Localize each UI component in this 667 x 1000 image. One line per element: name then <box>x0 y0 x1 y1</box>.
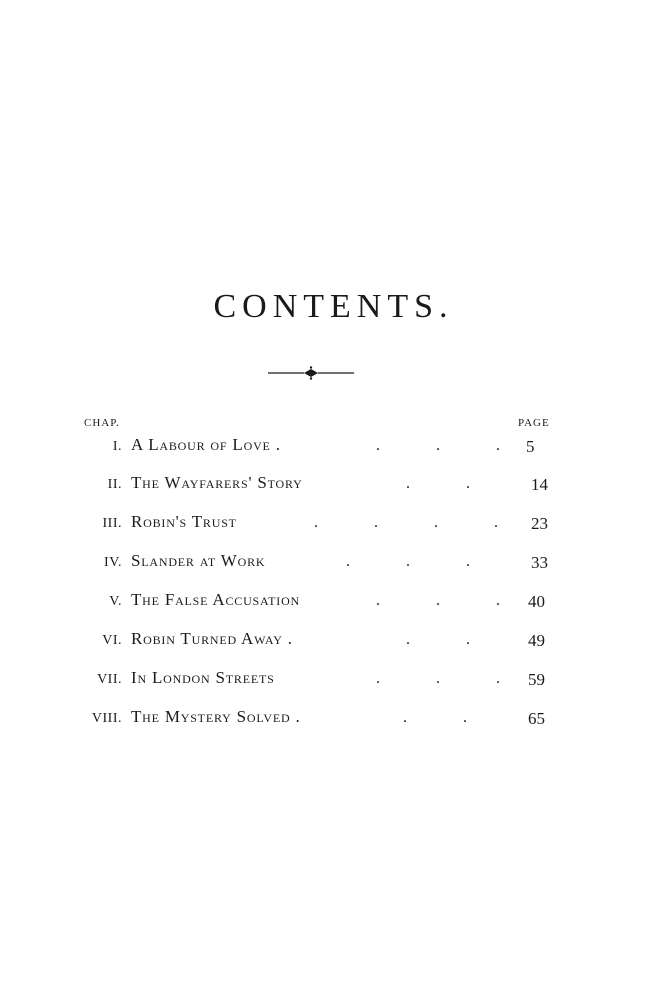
page-number: 59 <box>528 670 545 689</box>
leader-dot: . <box>436 670 440 687</box>
page-number: 40 <box>528 592 545 611</box>
leader-dot: . <box>406 475 410 492</box>
chapter-title: Slander at Work <box>131 551 266 570</box>
toc-entry-6 <box>0 629 667 659</box>
leader-dot: . <box>403 709 407 726</box>
chapter-number: II. <box>107 477 122 492</box>
leader-dot: . <box>376 592 380 609</box>
chapter-title: The Wayfarers' Story <box>131 473 303 492</box>
chapter-title: In London Streets <box>131 668 275 687</box>
leader-dot: . <box>314 514 318 531</box>
leader-dot: . <box>376 670 380 687</box>
chapter-title: Robin Turned Away . <box>131 629 293 648</box>
chapter-number: IV. <box>104 555 122 570</box>
leader-dot: . <box>466 553 470 570</box>
toc-entry-2 <box>0 473 667 503</box>
chapter-number: V. <box>109 594 122 609</box>
chapter-title: The Mystery Solved . <box>131 707 301 726</box>
chapter-number: VII. <box>97 672 122 687</box>
toc-entry-7 <box>0 668 667 698</box>
leader-dot: . <box>463 709 467 726</box>
toc-entry-8 <box>0 707 667 737</box>
leader-dot: . <box>374 514 378 531</box>
leader-dot: . <box>466 631 470 648</box>
chapter-title: Robin's Trust <box>131 512 237 531</box>
column-header-chap: CHAP. <box>84 417 120 429</box>
page-number: 33 <box>531 553 548 572</box>
leader-dot: . <box>494 514 498 531</box>
toc-entry-5 <box>0 590 667 620</box>
leader-dot: . <box>436 437 440 454</box>
chapter-number: III. <box>102 516 122 531</box>
leader-dot: . <box>406 553 410 570</box>
page-title: CONTENTS. <box>213 288 454 325</box>
page-number: 5 <box>526 437 535 456</box>
chapter-number: VIII. <box>91 711 122 726</box>
leader-dot: . <box>496 592 500 609</box>
leader-dot: . <box>406 631 410 648</box>
column-header-page: PAGE <box>518 417 550 429</box>
leader-dot: . <box>496 437 500 454</box>
leader-dot: . <box>436 592 440 609</box>
chapter-number: I. <box>112 439 122 454</box>
toc-entry-1 <box>0 435 667 465</box>
ornament-divider-icon <box>268 366 354 380</box>
page-number: 14 <box>531 475 548 494</box>
chapter-title: A Labour of Love . <box>131 435 281 454</box>
leader-dot: . <box>466 475 470 492</box>
chapter-number: VI. <box>102 633 122 648</box>
page-number: 23 <box>531 514 548 533</box>
page-number: 49 <box>528 631 545 650</box>
toc-entry-3 <box>0 512 667 542</box>
leader-dot: . <box>434 514 438 531</box>
page-number: 65 <box>528 709 545 728</box>
leader-dot: . <box>376 437 380 454</box>
leader-dot: . <box>346 553 350 570</box>
chapter-title: The False Accusation <box>131 590 301 609</box>
leader-dot: . <box>496 670 500 687</box>
toc-entry-4 <box>0 551 667 581</box>
